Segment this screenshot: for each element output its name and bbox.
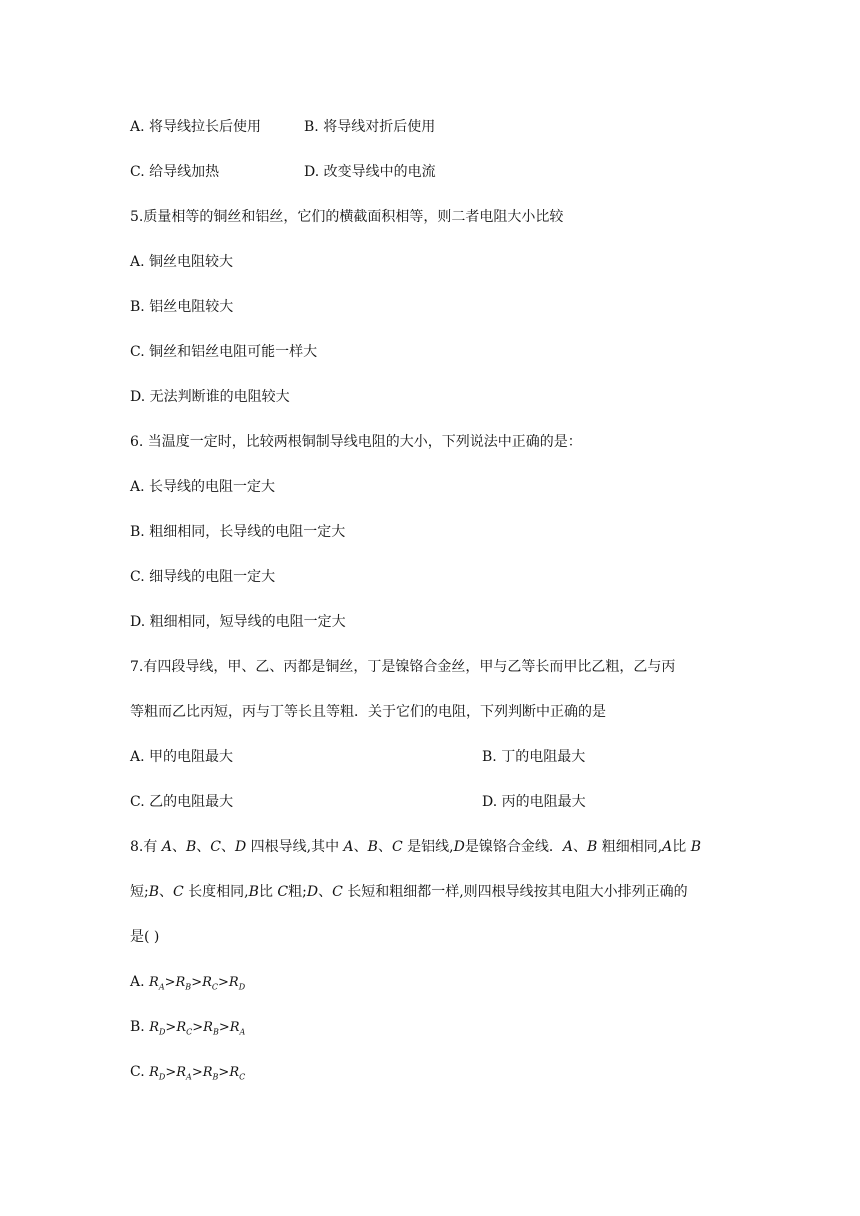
q7-stem-line2: 等粗而乙比丙短，丙与丁等长且等粗．关于它们的电阻，下列判断中正确的是 (130, 704, 606, 720)
q8-option-b-expr: $R_D>R_C>R_B>R_A$ (149, 1020, 246, 1037)
q8-stem-line1: 8.有 A、B、C、D 四根导线,其中 A、B、C 是铝线,D是镍铬合金线．A、B 粗细相同,A比 B (130, 839, 702, 855)
q4-option-d: D. 改变导线中的电流 (304, 164, 436, 180)
q5-option-d: D. 无法判断谁的电阻较大 (130, 389, 290, 405)
q7-option-c: C. 乙的电阻最大 (130, 794, 234, 810)
q4-option-c: C. 给导线加热 (130, 164, 220, 180)
q8-option-c: C. $R_D>R_A>R_B>R_C$ (130, 1064, 246, 1082)
q7-option-d: D. 丙的电阻最大 (482, 794, 586, 810)
q8-option-c-expr: $R_D>R_A>R_B>R_C$ (149, 1065, 246, 1082)
q7-option-a: A. 甲的电阻最大 (130, 749, 234, 765)
q7-stem-line1: 7.有四段导线，甲、乙、丙都是铜丝，丁是镍铬合金丝，甲与乙等长而甲比乙粗，乙与丙 (130, 659, 676, 675)
q4-option-a: A. 将导线拉长后使用 (130, 119, 262, 135)
q8-stem-line2: 短;B、C 长度相同,B比 C粗;D、C 长短和粗细都一样,则四根导线按其电阻大小排列正确的 (130, 884, 688, 900)
q8-option-a: A. $R_A>R_B>R_C>R_D$ (130, 974, 246, 992)
q7-option-b: B. 丁的电阻最大 (482, 749, 586, 765)
q5-stem: 5.质量相等的铜丝和铝丝，它们的横截面积相等，则二者电阻大小比较 (130, 209, 564, 225)
q5-option-b: B. 铝丝电阻较大 (130, 299, 234, 315)
q5-option-a: A. 铜丝电阻较大 (130, 254, 234, 270)
q8-option-a-expr: $R_A>R_B>R_C>R_D$ (149, 975, 246, 992)
q6-option-b: B. 粗细相同，长导线的电阻一定大 (130, 524, 346, 540)
q4-option-b: B. 将导线对折后使用 (304, 119, 436, 135)
q8-stem-line3: 是( ) (130, 929, 160, 945)
q6-option-a: A. 长导线的电阻一定大 (130, 479, 276, 495)
q5-option-c: C. 铜丝和铝丝电阻可能一样大 (130, 344, 318, 360)
q6-option-d: D. 粗细相同，短导线的电阻一定大 (130, 614, 346, 630)
q8-option-b: B. $R_D>R_C>R_B>R_A$ (130, 1019, 246, 1037)
q6-stem: 6. 当温度一定时，比较两根铜制导线电阻的大小，下列说法中正确的是： (130, 434, 582, 450)
q6-option-c: C. 细导线的电阻一定大 (130, 569, 276, 585)
